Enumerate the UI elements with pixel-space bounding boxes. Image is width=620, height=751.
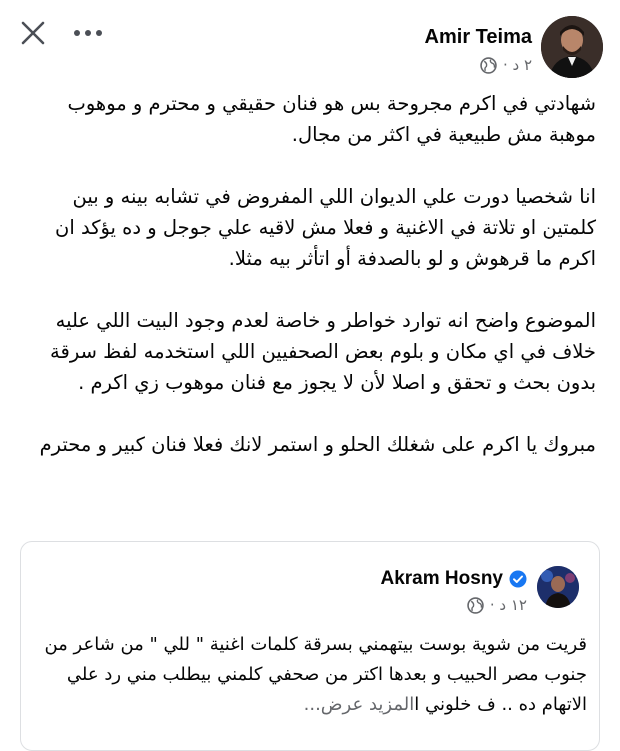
globe-icon <box>467 597 484 614</box>
post-time[interactable]: ٢ د · <box>502 56 532 74</box>
post-paragraph: انا شخصيا دورت علي الديوان اللي المفروض في تشابه بينه و بين كلمتين او تلاتة في الاغنية و فعلا مش لاقيه علي جوجل و ده يؤكد ان اكرم ما قرهوش و لو بالصدفة أو اتأثر بيه مثلا. <box>55 185 596 270</box>
post-meta <box>480 56 532 74</box>
post-paragraph: مبروك يا اكرم على شغلك الحلو و استمر لانك فعلا فنان كبير و محترم <box>39 433 596 456</box>
more-horizontal-icon[interactable] <box>72 24 104 42</box>
post-header <box>0 0 620 78</box>
post-body <box>36 88 596 460</box>
shared-post-time[interactable]: ١٢ د · <box>489 596 527 614</box>
post-paragraph: الموضوع واضح انه توارد خواطر و خاصة لعدم وجود البيت اللي عليه خلاف في اي مكان و بلوم بعض الصحفيين اللي استخدمه لفظ سرقة بدون بحث و تحقق و اصلا لأن لا يجوز مع فنان موهوب زي اكرم . <box>50 309 596 394</box>
shared-author-avatar[interactable] <box>537 566 579 608</box>
shared-post-body <box>35 630 587 720</box>
shared-post-meta <box>467 596 527 614</box>
post-paragraph: شهادتي في اكرم مجروحة بس هو فنان حقيقي و محترم و موهوب موهبة مش طبيعية في اكثر من مجال. <box>67 92 596 146</box>
globe-icon <box>480 57 497 74</box>
shared-author-avatar-image <box>537 566 579 608</box>
author-avatar[interactable] <box>541 16 603 78</box>
shared-post-text: قريت من شوية بوست بيتهمني بسرقة كلمات اغنية " للي " من شاعر من جنوب مصر الحبيب و بعدها اكتر من صحفي كلمني بيطلب مني رد علي الاتهام ده .. ف خلوني ا <box>44 634 587 715</box>
close-icon[interactable] <box>18 18 48 48</box>
see-more-link[interactable]: المزيد عرض... <box>303 694 415 715</box>
verified-badge-icon <box>509 570 527 588</box>
shared-name-row <box>381 568 528 590</box>
shared-post-card[interactable] <box>20 541 600 751</box>
author-name[interactable]: Amir Teima <box>424 26 532 48</box>
author-avatar-image <box>541 16 603 78</box>
shared-author-name[interactable]: Akram Hosny <box>380 568 503 589</box>
